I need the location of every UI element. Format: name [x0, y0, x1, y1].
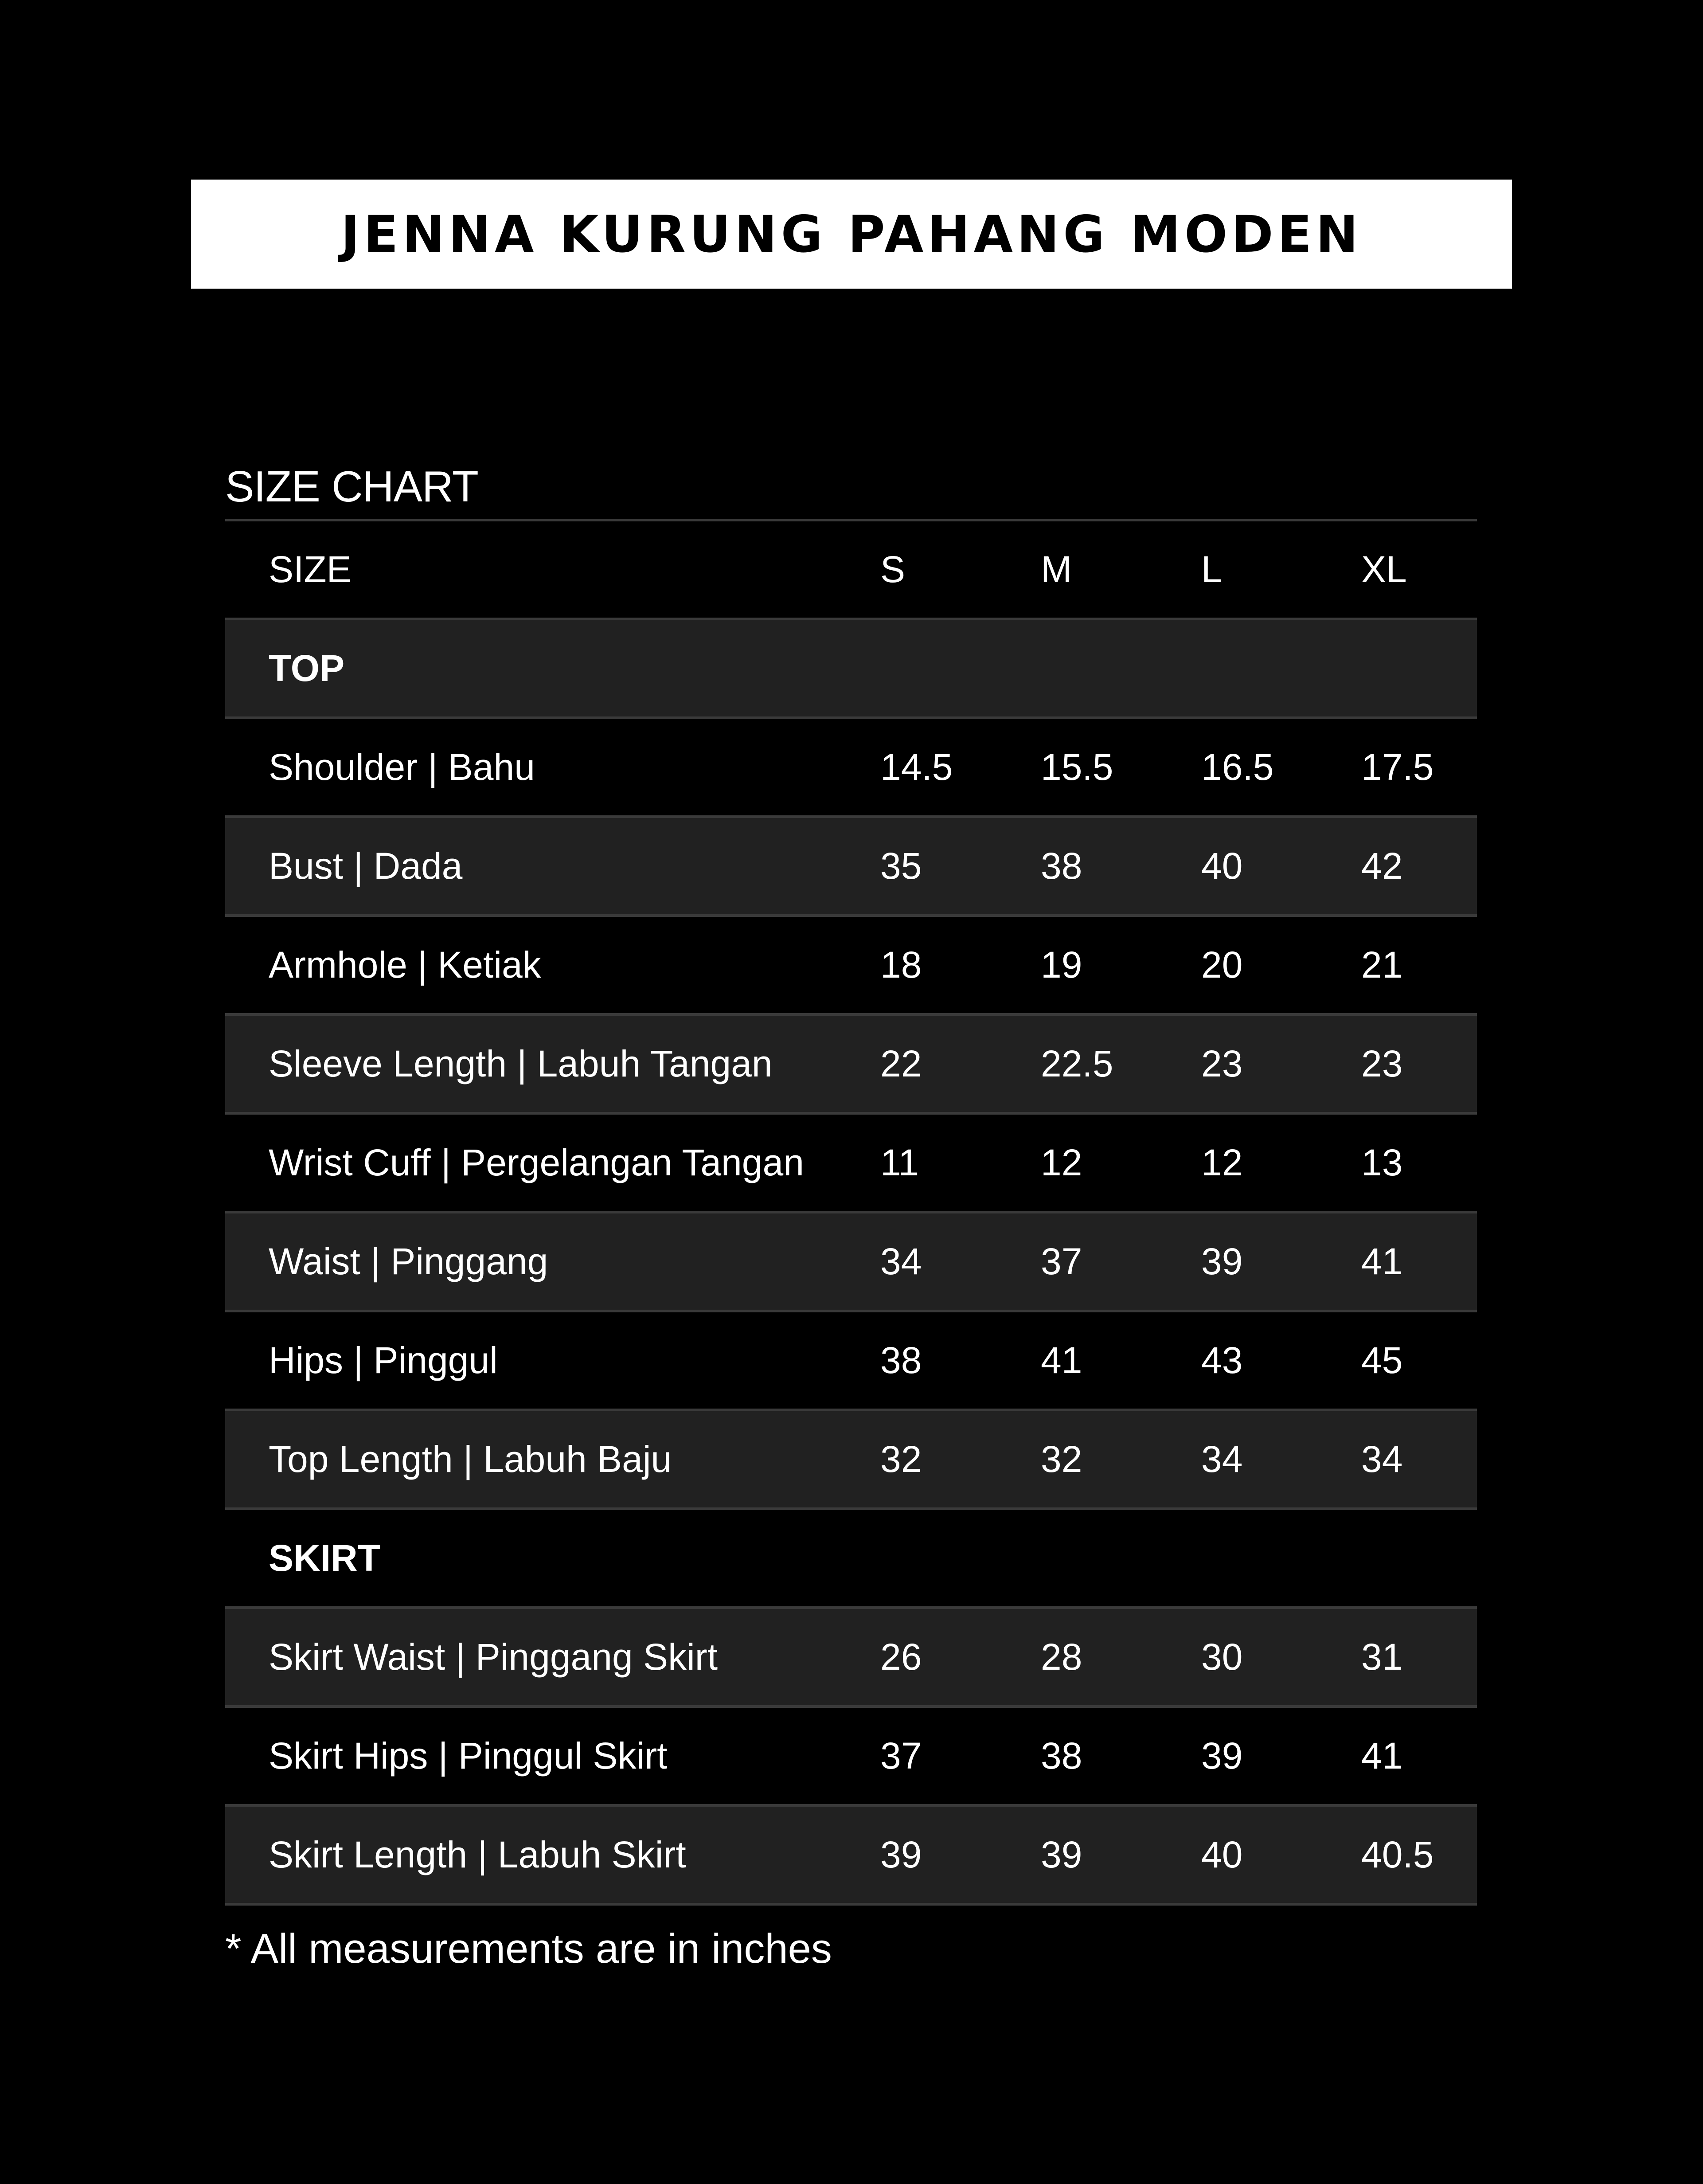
row-label: Wrist Cuff | Pergelangan Tangan [269, 1142, 804, 1183]
value-l: 20 [1201, 944, 1243, 986]
group-label-skirt: SKIRT [269, 1537, 380, 1579]
value-xl: 31 [1361, 1636, 1403, 1678]
value-l: 39 [1201, 1735, 1243, 1777]
value-l: 34 [1201, 1438, 1243, 1480]
value-s: 11 [880, 1142, 919, 1183]
value-xl: 21 [1361, 944, 1403, 986]
value-m: 22.5 [1041, 1043, 1113, 1084]
value-xl: 41 [1361, 1735, 1403, 1777]
value-l: 12 [1201, 1142, 1243, 1183]
row-label: Armhole | Ketiak [269, 944, 541, 986]
title-banner [191, 180, 1512, 289]
value-m: 28 [1041, 1636, 1082, 1678]
row-label: Skirt Hips | Pinggul Skirt [269, 1735, 668, 1777]
table-row [225, 1312, 1477, 1411]
value-l: 39 [1201, 1241, 1243, 1282]
value-xl: 23 [1361, 1043, 1403, 1084]
table-row [225, 1213, 1477, 1312]
value-xl: 40.5 [1361, 1834, 1434, 1875]
table-header-row [225, 521, 1477, 620]
row-label: Waist | Pinggang [269, 1241, 548, 1282]
row-label: Sleeve Length | Labuh Tangan [269, 1043, 773, 1084]
table-row [225, 1708, 1477, 1807]
value-xl: 13 [1361, 1142, 1403, 1183]
value-s: 26 [880, 1636, 922, 1678]
row-label: Skirt Waist | Pinggang Skirt [269, 1636, 718, 1678]
value-m: 39 [1041, 1834, 1082, 1875]
value-xl: 41 [1361, 1241, 1403, 1282]
value-m: 38 [1041, 845, 1082, 887]
table-row [225, 1115, 1477, 1213]
table-row [225, 1807, 1477, 1906]
value-xl: 34 [1361, 1438, 1403, 1480]
value-l: 43 [1201, 1339, 1243, 1381]
size-chart-table [225, 519, 1477, 1906]
section-title: SIZE CHART [225, 462, 478, 511]
value-s: 18 [880, 944, 922, 986]
value-l: 30 [1201, 1636, 1243, 1678]
header-size-xl: XL [1361, 548, 1407, 590]
value-m: 32 [1041, 1438, 1082, 1480]
value-m: 19 [1041, 944, 1082, 986]
table-row [225, 818, 1477, 917]
row-label: Skirt Length | Labuh Skirt [269, 1834, 686, 1875]
value-s: 37 [880, 1735, 922, 1777]
value-s: 14.5 [880, 746, 953, 788]
value-l: 16.5 [1201, 746, 1274, 788]
value-m: 41 [1041, 1339, 1082, 1381]
group-header-skirt [225, 1510, 1477, 1609]
row-label: Bust | Dada [269, 845, 463, 887]
table-row [225, 1411, 1477, 1510]
header-size-l: L [1201, 548, 1222, 590]
value-s: 35 [880, 845, 922, 887]
page-title: JENNA KURUNG PAHANG MODEN [341, 204, 1362, 264]
table-row [225, 719, 1477, 818]
row-label: Shoulder | Bahu [269, 746, 535, 788]
header-size-m: M [1041, 548, 1072, 590]
value-xl: 42 [1361, 845, 1403, 887]
value-m: 12 [1041, 1142, 1082, 1183]
group-label-top: TOP [269, 647, 345, 689]
footnote: * All measurements are in inches [225, 1925, 832, 1972]
table-row [225, 917, 1477, 1016]
header-size-label: SIZE [269, 548, 352, 590]
table-row [225, 1016, 1477, 1115]
value-m: 37 [1041, 1241, 1082, 1282]
value-l: 40 [1201, 845, 1243, 887]
value-s: 22 [880, 1043, 922, 1084]
header-size-s: S [880, 548, 906, 590]
row-label: Hips | Pinggul [269, 1339, 498, 1381]
value-xl: 17.5 [1361, 746, 1434, 788]
value-m: 38 [1041, 1735, 1082, 1777]
table-row [225, 1609, 1477, 1708]
value-l: 40 [1201, 1834, 1243, 1875]
value-xl: 45 [1361, 1339, 1403, 1381]
value-m: 15.5 [1041, 746, 1113, 788]
value-s: 38 [880, 1339, 922, 1381]
value-l: 23 [1201, 1043, 1243, 1084]
row-label: Top Length | Labuh Baju [269, 1438, 672, 1480]
value-s: 39 [880, 1834, 922, 1875]
value-s: 32 [880, 1438, 922, 1480]
group-header-top [225, 620, 1477, 719]
value-s: 34 [880, 1241, 922, 1282]
